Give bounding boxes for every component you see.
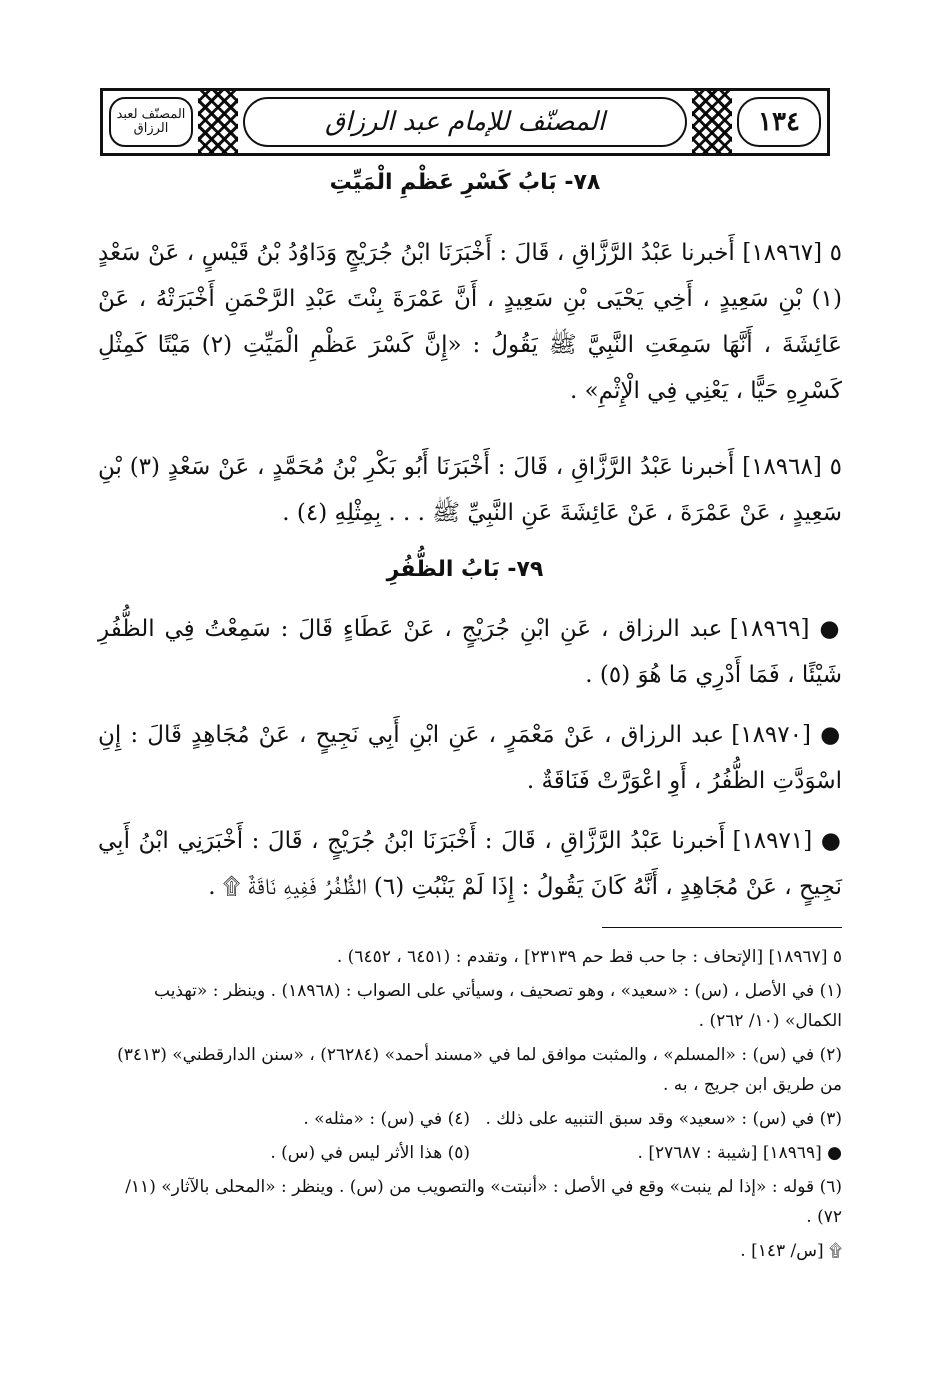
ornament-band-right <box>692 91 732 153</box>
footnote-4: (٤) في (س) : «مثله» . <box>303 1109 470 1129</box>
page-header <box>100 88 830 156</box>
footnote-5: (٥) هذا الأثر ليس في (س) . <box>270 1143 470 1163</box>
footnotes <box>98 942 842 1266</box>
athar-18970 <box>98 712 842 804</box>
footnote-separator <box>602 927 842 928</box>
hadith-text: ٥ [١٨٩٦٧] أَخبرنا عَبْدُ الرَّزَّاقِ ، قَالَ : أَخْبَرَنَا ابْنُ جُرَيْجٍ وَدَاوُدُ بْنُ قَيْسٍ ، عَنْ سَعْدٍ (١) بْنِ سَعِيدٍ ، أَخِي يَحْيَى بْنِ سَعِيدٍ ، أَنَّ عَمْرَةَ بِنْتَ عَبْدِ الرَّحْمَنِ أَخْبَرَتْهُ ، عَنْ عَائِشَةَ ، أَنَّهَا سَمِعَتِ النَّبِيَّ ﷺ يَقُولُ : «إِنَّ كَسْرَ عَظْمِ الْمَيِّتِ (٢) مَيْتًا كَمِثْلِ كَسْرِهِ حَيًّا ، يَعْنِي فِي الْإِثْمِ» . <box>98 240 842 404</box>
hadith-text: ٥ [١٨٩٦٨] أَخبرنا عَبْدُ الرَّزَّاقِ ، قَالَ : أَخْبَرَنَا أَبُو بَكْرِ بْنُ مُحَمَّدٍ ، عَنْ سَعْدٍ (٣) بْنِ سَعِيدٍ ، عَنْ عَمْرَةَ ، عَنْ عَائِشَةَ عَنِ النَّبِيِّ ﷺ . . . بِمِثْلِهِ (٤) . <box>98 454 842 526</box>
athar-18969 <box>98 606 842 698</box>
footnote-3: (٣) في (س) : «سعيد» وقد سبق التنبيه على ذلك . <box>485 1109 842 1129</box>
athar-18971 <box>98 818 842 910</box>
athar-text: ● [١٨٩٧٠] عبد الرزاق ، عَنْ مَعْمَرٍ ، عَنِ ابْنِ أَبِي نَجِيحٍ ، عَنْ مُجَاهِدٍ قَالَ : إِنِ اسْوَدَّتِ الظُّفُرُ ، أَوِ اعْوَرَّتْ فَنَاقَةٌ . <box>98 722 842 794</box>
page-number: ١٣٤ <box>737 97 821 147</box>
running-title: المصنّف للإمام عبد الرزاق <box>243 97 687 147</box>
manuscript-page-ref: ۩ [س/ ١٤٣] . <box>740 1241 842 1261</box>
footnote-row-5 <box>98 1138 842 1168</box>
footnote-row-3-4 <box>98 1104 842 1134</box>
footnote-2: (٢) في (س) : «المسلم» ، والمثبت موافق لما في «مسند أحمد» (٢٦٢٨٤) ، «سنن الدارقطني» (٣٤١٣) من طريق ابن جريج ، به . <box>117 1045 842 1095</box>
athar-text: ● [١٨٩٦٩] عبد الرزاق ، عَنِ ابْنِ جُرَيْجٍ ، عَنْ عَطَاءٍ قَالَ : سَمِعْتُ فِي الظُّفُرِ شَيْئًا ، فَمَا أَدْرِي مَا هُوَ (٥) . <box>98 616 842 688</box>
book-emblem: المصنّف لعبد الرزاق <box>109 97 193 147</box>
footnote-takhrij-18969: ● [١٨٩٦٩] [شيبة : ٢٧٦٨٧] . <box>637 1143 842 1163</box>
footnote-6: (٦) قوله : «إذا لم ينبت» وقع في الأصل : «أنبتت» والتصويب من (س) . وينظر : «المحلى بالآثار» (١١/ ٧٢) . <box>125 1177 842 1227</box>
hadith-18968 <box>98 444 842 536</box>
ornament-band-left <box>198 91 238 153</box>
hadith-18967 <box>98 230 842 414</box>
footnote-takhrij: ٥ [١٨٩٦٧] [الإتحاف : جا حب قط حم ٢٣١٣٩] ، وتقدم : (٦٤٥١ ، ٦٤٥٢) . <box>336 947 842 967</box>
athar-text: ● [١٨٩٧١] أَخبرنا عَبْدُ الرَّزَّاقِ ، قَالَ : أَخْبَرَنَا ابْنُ جُرَيْجٍ ، قَالَ : أَخْبَرَنِي ابْنُ أَبِي نَجِيحٍ ، عَنْ مُجَاهِدٍ ، أَنَّهُ كَانَ يَقُولُ : إِذَا لَمْ يَنْبُتِ (٦) الظُّفُرُ فَفِيهِ نَاقَةٌ ۩ . <box>98 828 843 900</box>
chapter-heading-79: ٧٩- بَابُ الظُّفُرِ <box>386 557 544 582</box>
footnote-1: (١) في الأصل ، (س) : «سعيد» ، وهو تصحيف ، وسيأتي على الصواب : (١٨٩٦٨) . وينظر : «تهذيب الكمال» (١٠/ ٢٦٢) . <box>154 981 842 1031</box>
chapter-heading-78: ٧٨- بَابُ كَسْرِ عَظْمِ الْمَيِّتِ <box>329 170 601 195</box>
